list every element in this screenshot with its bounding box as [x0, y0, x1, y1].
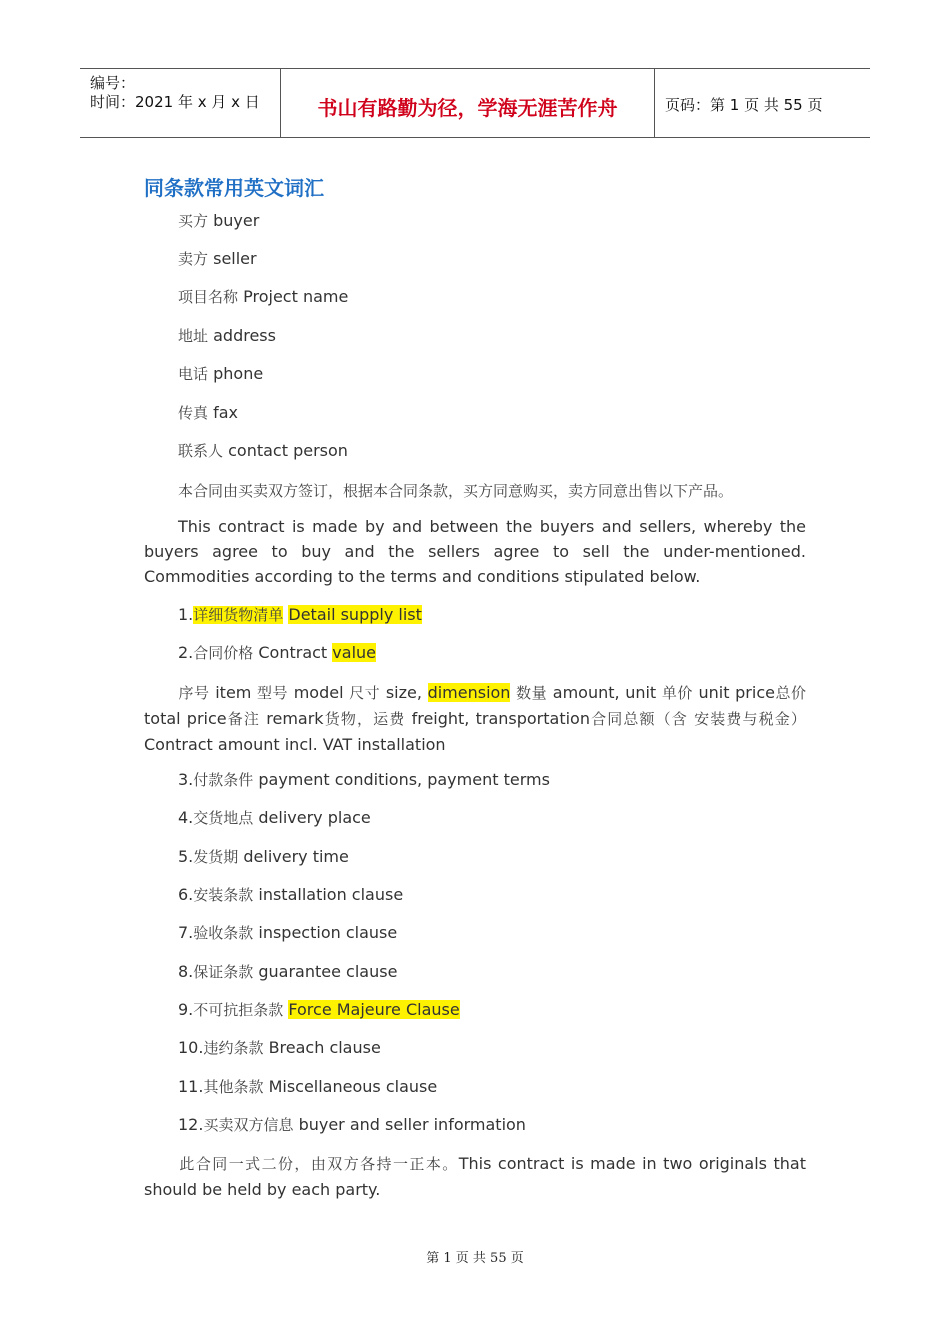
clause-zh: 不可抗拒条款	[193, 1001, 284, 1019]
clause-line	[178, 807, 371, 828]
term-zh: 买方	[178, 212, 209, 230]
term-en: buyer	[213, 211, 260, 230]
clause-number: 10.	[178, 1038, 204, 1057]
closing-en: This contract is made in two originals that should be held by each party.	[144, 1154, 806, 1199]
clause-zh: 其他条款	[203, 1078, 264, 1096]
term-line	[178, 440, 348, 461]
page-footer: 第 1 页 共 55 页	[426, 1251, 524, 1266]
clause-number: 6.	[178, 885, 194, 904]
motto-text: 书山有路勤为径，学海无涯苦作舟	[317, 96, 618, 120]
clause-zh: 交货地点	[193, 809, 254, 827]
term-zh: 地址	[178, 327, 209, 345]
clause-number: 7.	[178, 923, 194, 942]
clause-zh: 保证条款	[193, 963, 254, 981]
clause-en: installation clause	[258, 885, 404, 904]
term-zh: 项目名称	[178, 288, 239, 306]
term-en: address	[213, 326, 276, 345]
clause-line	[178, 1076, 437, 1097]
intro-zh: 本合同由买卖双方签订，根据本合同条款，买方同意购买，卖方同意出售以下产品。	[178, 482, 734, 500]
price-item-text: item	[215, 683, 252, 702]
price-item-highlight: dimension	[427, 683, 511, 702]
clause-number: 5.	[178, 847, 194, 866]
price-item-text: 备注	[226, 710, 261, 728]
header-motto-cell	[281, 69, 655, 137]
clause-en: Detail supply list	[288, 605, 422, 624]
price-item-text: freight, transportation	[411, 709, 590, 728]
page-header	[80, 68, 870, 138]
document-title: 同条款常用英文词汇	[144, 176, 324, 200]
price-items-paragraph	[144, 680, 806, 757]
term-zh: 传真	[178, 404, 209, 422]
clause-en: guarantee clause	[258, 962, 398, 981]
clause-zh: 违约条款	[203, 1039, 264, 1057]
clause-number: 9.	[178, 1000, 194, 1019]
price-item-text: 尺寸	[349, 684, 381, 702]
clause-en: Breach clause	[268, 1038, 381, 1057]
clause-en: delivery place	[258, 808, 371, 827]
clause-number: 8.	[178, 962, 194, 981]
term-line	[178, 248, 257, 269]
price-item-text: 合同总额（含	[589, 710, 688, 728]
price-item-text: size,	[385, 683, 422, 702]
term-en: fax	[213, 403, 239, 422]
clause-number: 11.	[178, 1077, 204, 1096]
clause-zh: 发货期	[193, 848, 239, 866]
term-line	[178, 402, 238, 423]
document-number-label: 编号：	[90, 74, 136, 92]
clause-en: Contract	[258, 643, 333, 662]
clause-line	[178, 922, 397, 943]
term-zh: 电话	[178, 365, 209, 383]
price-item-text: 安装费与税金）	[694, 710, 806, 728]
clause-line	[178, 604, 422, 625]
clause-en: payment conditions, payment terms	[258, 770, 550, 789]
price-item-text: 数量	[516, 684, 548, 702]
clause-number: 3.	[178, 770, 194, 789]
price-item-text: total price	[144, 709, 227, 728]
clause-number: 12.	[178, 1115, 204, 1134]
price-item-text: price	[735, 683, 775, 702]
clause-zh: 付款条件	[193, 771, 254, 789]
term-zh: 卖方	[178, 250, 209, 268]
term-en: phone	[213, 364, 264, 383]
clause-en: Miscellaneous clause	[268, 1077, 438, 1096]
term-en: contact person	[228, 441, 348, 460]
term-line	[178, 363, 263, 384]
clause-line	[178, 1114, 526, 1135]
term-line	[178, 325, 276, 346]
term-en: Project name	[243, 287, 349, 306]
clause-number: 2.	[178, 643, 194, 662]
price-item-text: unit	[698, 683, 730, 702]
clause-line	[178, 1037, 381, 1058]
price-item-text: 单价	[661, 684, 693, 702]
clause-en-highlight: value	[332, 643, 376, 662]
clause-number: 1.	[178, 605, 194, 624]
term-zh: 联系人	[178, 442, 224, 460]
clause-en: inspection clause	[258, 923, 398, 942]
price-item-text: 序号	[178, 684, 210, 702]
term-line	[178, 286, 348, 307]
closing-zh: 此合同一式二份，由双方各持一正本。	[178, 1155, 459, 1173]
clause-line	[178, 999, 460, 1020]
price-item-text: remark	[266, 709, 324, 728]
price-item-text: model	[293, 683, 344, 702]
clause-line	[178, 642, 376, 663]
clause-zh: 买卖双方信息	[203, 1116, 294, 1134]
document-time-label: 时间：2021 年 x 月 x 日	[90, 93, 260, 111]
clause-zh: 安装条款	[193, 886, 254, 904]
clause-line	[178, 884, 403, 905]
price-item-text: 总价	[774, 684, 807, 702]
term-line	[178, 210, 259, 231]
header-info-cell	[80, 69, 281, 137]
price-item-text: 货物，运费	[323, 710, 406, 728]
clause-en: delivery time	[243, 847, 349, 866]
price-item-text: amount, unit	[552, 683, 657, 702]
header-page-cell	[655, 69, 870, 137]
clause-en: buyer and seller information	[298, 1115, 526, 1134]
clause-en-highlight: Force Majeure Clause	[288, 1000, 460, 1019]
clause-line	[178, 769, 550, 790]
clause-number: 4.	[178, 808, 194, 827]
clause-zh: 验收条款	[193, 924, 254, 942]
intro-en-paragraph: This contract is made by and between the buyers and sellers, whereby the buyers agree to buy and the sellers agree to sell the under-mentioned. Commodities according to the terms and conditions stipulated below.	[144, 517, 806, 586]
clause-line	[178, 961, 397, 982]
price-item-text: Contract amount incl. VAT installation	[144, 735, 446, 754]
price-item-text: 型号	[257, 684, 289, 702]
clause-zh: 合同价格	[193, 644, 254, 662]
closing-paragraph	[144, 1151, 806, 1202]
clause-line	[178, 846, 349, 867]
header-page-label: 页码：第 1 页 共 55 页	[665, 96, 823, 114]
clause-zh: 详细货物清单	[193, 606, 284, 624]
term-en: seller	[213, 249, 257, 268]
